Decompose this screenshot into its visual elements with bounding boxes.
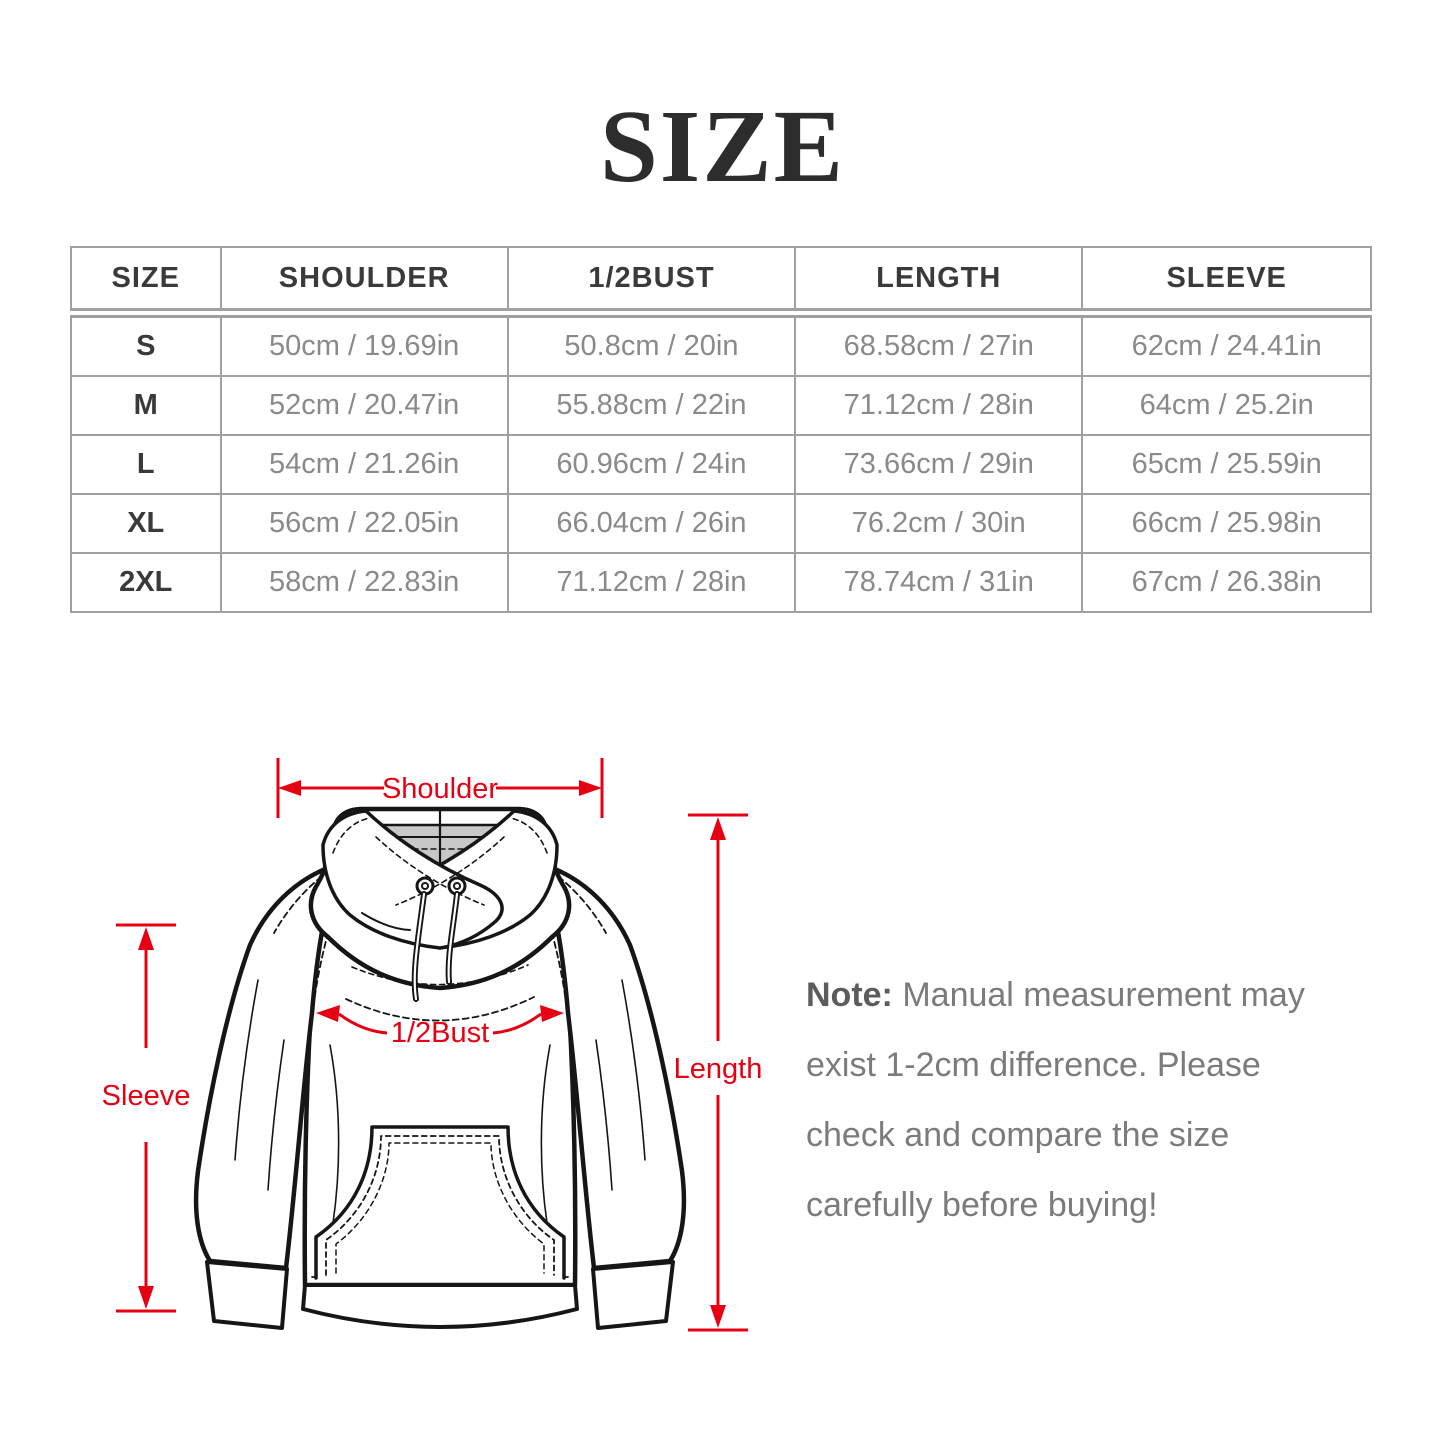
page-title: SIZE (599, 89, 846, 204)
hoodie-measurement-diagram (100, 745, 780, 1360)
size-cell: 2XL (71, 553, 221, 612)
measurement-cell: 66cm / 25.98in (1082, 494, 1371, 553)
note-label: Note: (806, 976, 893, 1014)
shoulder-arrow-label: Shoulder (381, 773, 499, 805)
measurement-cell: 62cm / 24.41in (1082, 313, 1371, 376)
header-cell-sleeve: SLEEVE (1082, 247, 1371, 313)
measurement-cell: 64cm / 25.2in (1082, 376, 1371, 435)
measurement-cell: 50.8cm / 20in (508, 313, 795, 376)
size-cell: M (71, 376, 221, 435)
measurement-cell: 78.74cm / 31in (795, 553, 1082, 612)
measurement-cell: 55.88cm / 22in (508, 376, 795, 435)
hoodie-diagram-svg (100, 745, 780, 1360)
measurement-cell: 56cm / 22.05in (221, 494, 508, 553)
header-cell-shoulder: SHOULDER (221, 247, 508, 313)
measurement-cell: 54cm / 21.26in (221, 435, 508, 494)
sleeve-arrow (102, 925, 191, 1311)
measurement-cell: 52cm / 20.47in (221, 376, 508, 435)
measurement-cell: 76.2cm / 30in (795, 494, 1082, 553)
measurement-cell: 68.58cm / 27in (795, 313, 1082, 376)
size-cell: L (71, 435, 221, 494)
hoodie-line-art (196, 809, 684, 1328)
table-row-m (71, 376, 1371, 435)
measurement-cell: 71.12cm / 28in (795, 376, 1082, 435)
table-row-xl (71, 494, 1371, 553)
table-row-l (71, 435, 1371, 494)
table-row-s (71, 313, 1371, 376)
size-cell: XL (71, 494, 221, 553)
length-arrow-label: Length (673, 1053, 763, 1085)
measurement-cell: 66.04cm / 26in (508, 494, 795, 553)
table-header-row (71, 247, 1371, 313)
measurement-cell: 71.12cm / 28in (508, 553, 795, 612)
measurement-cell: 50cm / 19.69in (221, 313, 508, 376)
header-cell-length: LENGTH (795, 247, 1082, 313)
half-bust-arrow-label: 1/2Bust (390, 1017, 490, 1049)
header-cell-size: SIZE (71, 247, 221, 313)
measurement-cell: 60.96cm / 24in (508, 435, 795, 494)
table-row-2xl (71, 553, 1371, 612)
measurement-cell: 58cm / 22.83in (221, 553, 508, 612)
note-text (806, 960, 1311, 1240)
note-body: Manual measurement may exist 1-2cm difference. Please check and compare the size carefully before buying! (806, 976, 1305, 1224)
length-arrow (674, 815, 763, 1330)
measurement-cell: 73.66cm / 29in (795, 435, 1082, 494)
size-table (70, 246, 1372, 613)
header-cell-bust: 1/2BUST (508, 247, 795, 313)
size-cell: S (71, 313, 221, 376)
measurement-cell: 67cm / 26.38in (1082, 553, 1371, 612)
measurement-cell: 65cm / 25.59in (1082, 435, 1371, 494)
sleeve-arrow-label: Sleeve (101, 1080, 191, 1112)
